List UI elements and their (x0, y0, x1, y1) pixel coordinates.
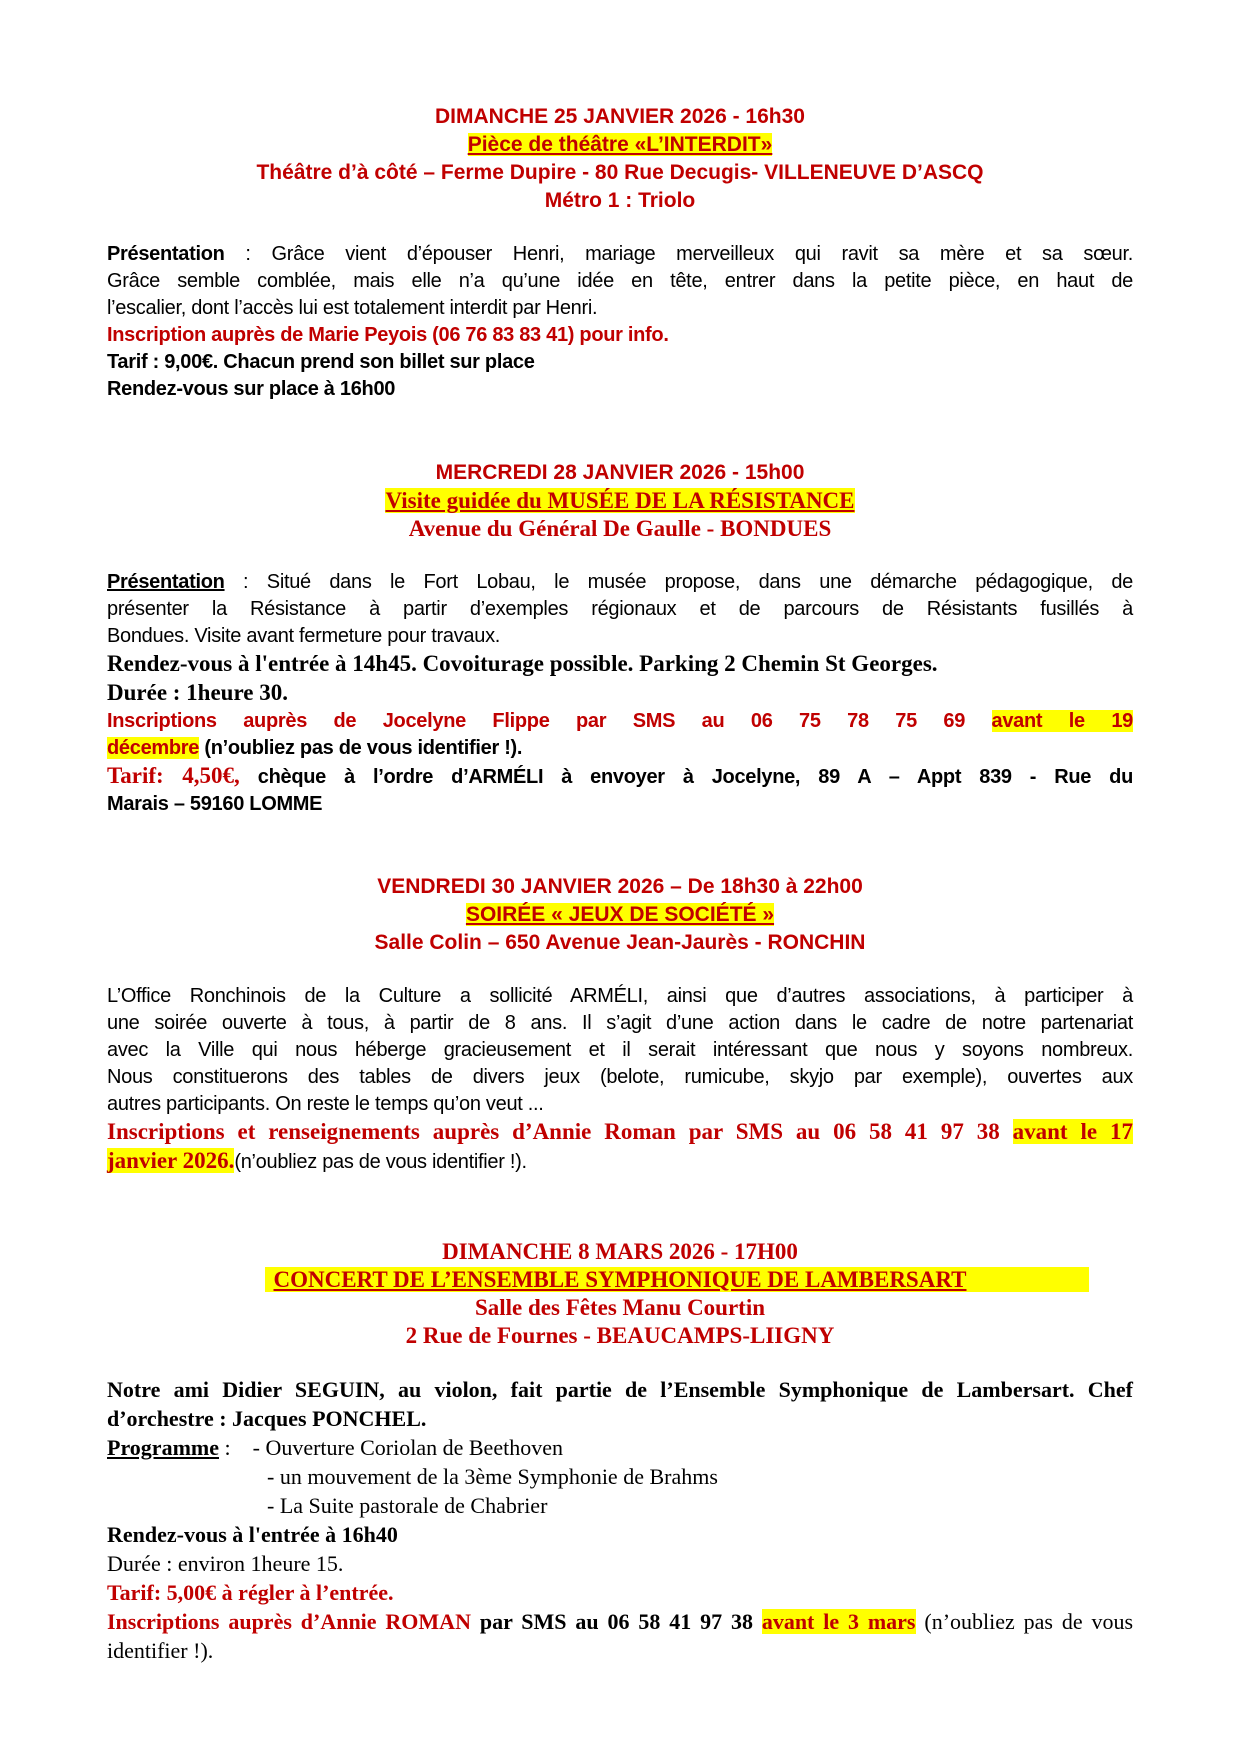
body-line (107, 735, 1133, 762)
body-line (107, 596, 1133, 623)
text-run: Salle Colin – 650 Avenue Jean-Jaurès - RONCHIN (374, 931, 866, 954)
text-run: Avenue du Général De Gaulle - BONDUES (408, 516, 832, 541)
section-header-musee-resistance (107, 459, 1133, 543)
text-run: Durée : environ 1heure 15. (107, 1551, 344, 1576)
body-line (107, 791, 1133, 818)
text-run: Présentation (107, 243, 225, 265)
text-run: chèque à l’ordre d’ARMÉLI à envoyer à Jocelyne, 89 A – Appt 839 - Rue du (239, 766, 1133, 788)
text-run: autres participants. On reste le temps qu’on veut ... (107, 1093, 544, 1115)
body-line (107, 623, 1133, 650)
highlighted-title: CONCERT DE L’ENSEMBLE SYMPHONIQUE DE LAMBERSART (265, 1267, 1090, 1292)
header-line (107, 1266, 1133, 1294)
header-line (107, 515, 1133, 543)
body-line (107, 1118, 1133, 1147)
text-run: Inscriptions et renseignements auprès d’Annie Roman par SMS au 06 58 41 97 38 (107, 1119, 1013, 1144)
body-line (107, 1492, 1133, 1521)
body-line (107, 1091, 1133, 1118)
text-run: Salle des Fêtes Manu Courtin (474, 1295, 766, 1320)
header-line (107, 1238, 1133, 1266)
body-line (107, 679, 1133, 708)
header-line (107, 159, 1133, 187)
text-run: d’orchestre : Jacques PONCHEL. (107, 1406, 427, 1431)
text-run: Nous constituerons des tables de divers jeux (belote, rumicube, skyjo par exemple), ouvertes aux (107, 1066, 1133, 1088)
body-line (107, 1147, 1133, 1176)
highlighted-text: janvier 2026. (107, 1148, 235, 1173)
highlighted-text: décembre (107, 737, 200, 759)
highlighted-text: avant le 17 (1012, 1119, 1133, 1144)
body-line (107, 708, 1133, 735)
section-header-soiree-jeux (107, 873, 1133, 957)
text-run: Rendez-vous à l'entrée à 14h45. Covoiturage possible. Parking 2 Chemin St Georges. (107, 651, 938, 676)
header-line (107, 873, 1133, 901)
text-run: Programme (107, 1435, 219, 1460)
text-run: Inscriptions auprès de Jocelyne Flippe par SMS au 06 75 78 75 69 (107, 710, 992, 732)
section-musee-resistance (107, 459, 1133, 818)
body-line (107, 241, 1133, 268)
body-line (107, 650, 1133, 679)
body-line (107, 1521, 1133, 1550)
highlighted-text: avant le 3 mars (761, 1609, 916, 1634)
text-run: Notre ami Didier SEGUIN, au violon, fait partie de l’Ensemble Symphonique de Lambersart. Chef (107, 1377, 1133, 1402)
highlighted-title: Visite guidée du MUSÉE DE LA RÉSISTANCE (385, 488, 855, 513)
text-run: Tarif : 9,00€. Chacun prend son billet sur place (107, 351, 535, 373)
text-run: Tarif: 4,50€, (107, 763, 240, 788)
section-concert-lambersart (107, 1238, 1133, 1666)
text-run: Marais – 59160 LOMME (107, 793, 323, 815)
header-line (107, 131, 1133, 159)
section-theatre-interdit (107, 103, 1133, 403)
text-run: : - Ouverture Coriolan de Beethoven (219, 1435, 563, 1460)
text-run: Métro 1 : Triolo (544, 189, 696, 212)
body-line (107, 1010, 1133, 1037)
body-line (107, 1037, 1133, 1064)
body-line (107, 295, 1133, 322)
section-soiree-jeux (107, 873, 1133, 1176)
text-run: Durée : 1heure 30. (107, 680, 288, 705)
body-line (107, 1550, 1133, 1579)
body-line (107, 349, 1133, 376)
header-line (107, 187, 1133, 215)
text-run: Rendez-vous sur place à 16h00 (107, 378, 396, 400)
highlighted-title: SOIRÉE « JEUX DE SOCIÉTÉ » (465, 903, 775, 926)
body-line (107, 1463, 1133, 1492)
text-run: présenter la Résistance à partir d’exemples régionaux et de parcours de Résistants fusillés à (107, 598, 1133, 620)
body-line (107, 1434, 1133, 1463)
text-run: VENDREDI 30 JANVIER 2026 – De 18h30 à 22h00 (377, 875, 863, 898)
body-line (107, 376, 1133, 403)
header-line (107, 487, 1133, 515)
section-header-concert-lambersart (107, 1238, 1133, 1350)
text-run: L’Office Ronchinois de la Culture a sollicité ARMÉLI, ainsi que d’autres associations, à participer à (107, 985, 1133, 1007)
text-run: Grâce semble comblée, mais elle n’a qu’une idée en tête, entrer dans la petite pièce, en haut de (107, 270, 1133, 292)
body-line (107, 322, 1133, 349)
header-line (107, 459, 1133, 487)
text-run: Inscriptions auprès d’Annie ROMAN (107, 1609, 480, 1634)
text-run: DIMANCHE 8 MARS 2026 - 17H00 (442, 1239, 798, 1264)
text-run: (n’oubliez pas de vous identifier !). (234, 1151, 527, 1173)
text-run: Tarif: 5,00€ à régler à l’entrée. (107, 1580, 394, 1605)
text-run: Rendez-vous à l'entrée à 16h40 (107, 1522, 398, 1547)
text-run: une soirée ouverte à tous, à partir de 8 ans. Il s’agit d’une action dans le cadre de notre partenariat (107, 1012, 1133, 1034)
text-run: identifier !). (107, 1638, 214, 1663)
body-line (107, 762, 1133, 791)
body-line (107, 569, 1133, 596)
highlighted-title: Pièce de théâtre «L’INTERDIT» (467, 133, 773, 156)
text-run: avec la Ville qui nous héberge gracieusement et il serait intéressant que nous y soyons nombreux. (107, 1039, 1133, 1061)
text-run: Inscription auprès de Marie Peyois (06 76 83 83 41) pour info. (107, 324, 669, 346)
header-line (107, 1294, 1133, 1322)
text-run: : Situé dans le Fort Lobau, le musée propose, dans une démarche pédagogique, de (224, 571, 1133, 593)
body-line (107, 1405, 1133, 1434)
text-run: Théâtre d’à côté – Ferme Dupire - 80 Rue Decugis- VILLENEUVE D’ASCQ (256, 161, 984, 184)
text-run: - La Suite pastorale de Chabrier (267, 1493, 548, 1518)
text-run: MERCREDI 28 JANVIER 2026 - 15h00 (435, 461, 805, 484)
text-run: (n’oubliez pas de vous identifier !). (199, 737, 523, 759)
body-line (107, 268, 1133, 295)
text-run: par SMS au 06 58 41 97 38 (479, 1609, 762, 1634)
highlighted-text: avant le 19 (991, 710, 1133, 732)
body-line (107, 1637, 1133, 1666)
text-run: : Grâce vient d’épouser Henri, mariage merveilleux qui ravit sa mère et sa sœur. (224, 243, 1133, 265)
text-run: Présentation (107, 571, 225, 593)
text-run: (n’oubliez pas de vous (915, 1609, 1134, 1634)
body-line (107, 1579, 1133, 1608)
header-line (107, 1322, 1133, 1350)
text-run: Bondues. Visite avant fermeture pour travaux. (107, 625, 501, 647)
header-line (107, 929, 1133, 957)
header-line (107, 901, 1133, 929)
section-header-theatre-interdit (107, 103, 1133, 215)
body-line (107, 1608, 1133, 1637)
text-run: DIMANCHE 25 JANVIER 2026 - 16h30 (435, 105, 805, 128)
header-line (107, 103, 1133, 131)
text-run: - un mouvement de la 3ème Symphonie de Brahms (267, 1464, 718, 1489)
text-run: 2 Rue de Fournes - BEAUCAMPS-LIIGNY (405, 1323, 835, 1348)
body-line (107, 1064, 1133, 1091)
body-line (107, 983, 1133, 1010)
body-line (107, 1376, 1133, 1405)
text-run: l’escalier, dont l’accès lui est totalement interdit par Henri. (107, 297, 598, 319)
